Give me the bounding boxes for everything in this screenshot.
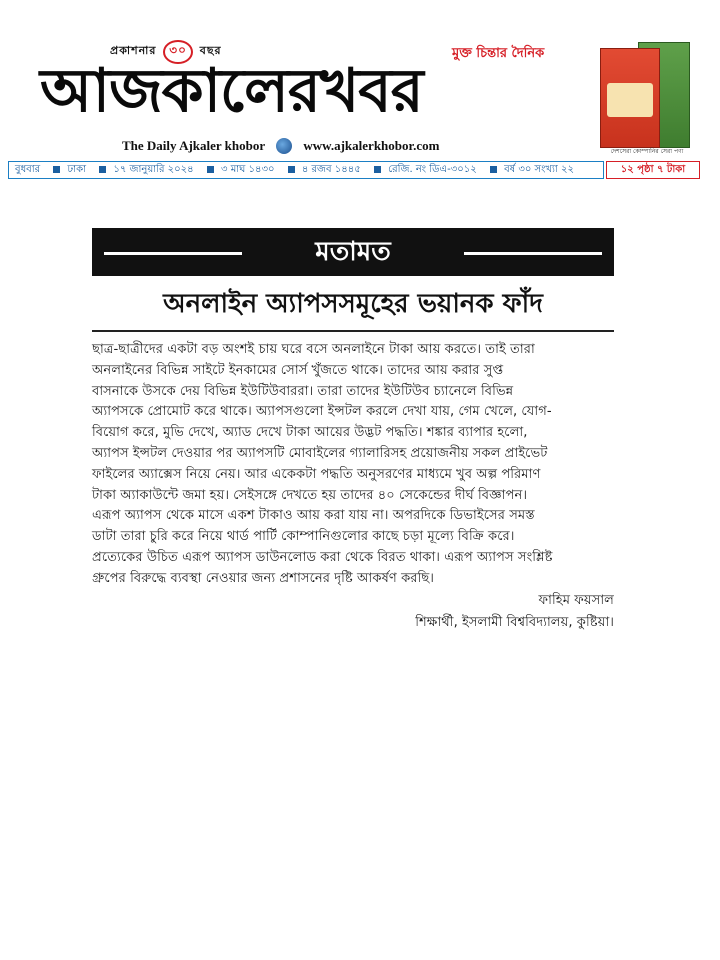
body-line: ডাটা তারা চুরি করে নিয়ে থার্ড পার্টি কোম্পানিগুলোর কাছে চড়া মূল্যে বিক্রি করে।: [92, 529, 515, 545]
separator-square-icon: [490, 166, 497, 173]
info-day: বুধবার: [15, 164, 41, 175]
anniversary-suffix: বছর: [199, 44, 222, 57]
separator-square-icon: [207, 166, 214, 173]
ad-caption: দেশসেরা কোম্পানির সেরা পণ্য: [610, 148, 684, 155]
body-line: এরূপ অ্যাপস থেকে মাসে একশ টাকাও আয় করা যায় না। অপরদিকে ডিভাইসের সমস্ত: [92, 508, 535, 524]
info-volume-issue: বর্ষ ৩০ সংখ্যা ২২: [504, 164, 574, 175]
headline-divider: [92, 330, 614, 332]
separator-square-icon: [99, 166, 106, 173]
date-info-bar: [8, 161, 604, 179]
ad-product-label: [607, 83, 653, 117]
newspaper-logo: আজকালেরখবর: [40, 56, 423, 126]
globe-icon: [276, 138, 292, 154]
body-line: বাসনাকে উসকে দেয় বিভিন্ন ইউটিউবাররা। তারা তাদের ইউটিউব চ্যানেলে বিভিন্ন: [92, 383, 514, 399]
author-name: ফাহিম ফয়সাল: [538, 593, 614, 608]
masthead-subline: [122, 138, 439, 155]
author-affiliation: শিক্ষার্থী, ইসলামী বিশ্ববিদ্যালয়, কুষ্টিয়া।: [415, 615, 614, 630]
article-clipping: [92, 228, 614, 644]
body-line: প্রত্যেকের উচিত এরূপ অ্যাপস ডাউনলোড করা থেকে বিরত থাকা। এরূপ অ্যাপস সংশ্লিষ্ট: [92, 549, 553, 565]
page-price-badge: ১২ পৃষ্ঠা ৭ টাকা: [606, 161, 700, 179]
anniversary-number: ৩০: [163, 40, 193, 64]
info-bangla-date: ৩ মাঘ ১৪৩০: [221, 164, 275, 175]
section-title: মতামত: [315, 237, 391, 267]
separator-square-icon: [288, 166, 295, 173]
section-band: [92, 228, 614, 276]
english-name: The Daily Ajkaler khobor: [122, 138, 265, 153]
band-rule-right: [464, 252, 602, 255]
anniversary-prefix: প্রকাশনার: [110, 44, 157, 57]
website-link[interactable]: www.ajkalerkhobor.com: [303, 138, 440, 153]
separator-square-icon: [53, 166, 60, 173]
cement-advertisement[interactable]: [600, 42, 692, 154]
body-line: ফাইলের অ্যাক্সেস নিয়ে নেয়। আর একেকটা পদ্ধতি অনুসরণের মাধ্যমে খুব অল্প পরিমাণ: [92, 466, 541, 482]
masthead: [0, 0, 720, 160]
body-line: অনলাইনের বিভিন্ন সাইটে ইনকামের সোর্স খুঁজতে থাকে। তাদের আয় করার সুপ্ত: [92, 362, 504, 378]
tagline: মুক্ত চিন্তার দৈনিক: [452, 46, 545, 61]
body-line: অ্যাপসকে প্রোমোট করে থাকে। অ্যাপসগুলো ইন্সটল করলে দেখা যায়, গেম খেলে, যোগ-: [92, 404, 552, 420]
band-rule-left: [104, 252, 242, 255]
body-line: টাকা অ্যাকাউন্টে জমা হয়। সেইসঙ্গে দেখতে হয় তাদের ৪০ সেকেন্ডের দীর্ঘ বিজ্ঞাপন।: [92, 487, 528, 503]
body-line: অ্যাপস ইন্সটল দেওয়ার পর অ্যাপসটি মোবাইলের গ্যালারিসহ প্রয়োজনীয় সকল প্রাইভেট: [92, 445, 548, 461]
ad-product-box-red: [600, 48, 660, 148]
info-registration: রেজি. নং ডিএ-৩০১২: [388, 164, 477, 175]
article-headline: অনলাইন অ্যাপসসমূহের ভয়ানক ফাঁদ: [163, 289, 543, 319]
body-line: গ্রুপের বিরুদ্ধে ব্যবস্থা নেওয়ার জন্য প্রশাসনের দৃষ্টি আকর্ষণ করছি।: [92, 570, 435, 586]
info-city: ঢাকা: [67, 164, 86, 175]
info-hijri-date: ৪ রজব ১৪৪৫: [301, 164, 361, 175]
separator-square-icon: [374, 166, 381, 173]
info-gregorian-date: ১৭ জানুয়ারি ২০২৪: [113, 164, 194, 175]
body-line: ছাত্র-ছাত্রীদের একটা বড় অংশই চায় ঘরে বসে অনলাইনে টাকা আয় করতে। তাই তারা: [92, 342, 535, 357]
body-line: বিয়োগ করে, মুভি দেখে, অ্যাড দেখে টাকা আয়ের উদ্ভট পদ্ধতি। শঙ্কার ব্যাপার হলো,: [92, 425, 528, 441]
article-body: [92, 340, 614, 590]
